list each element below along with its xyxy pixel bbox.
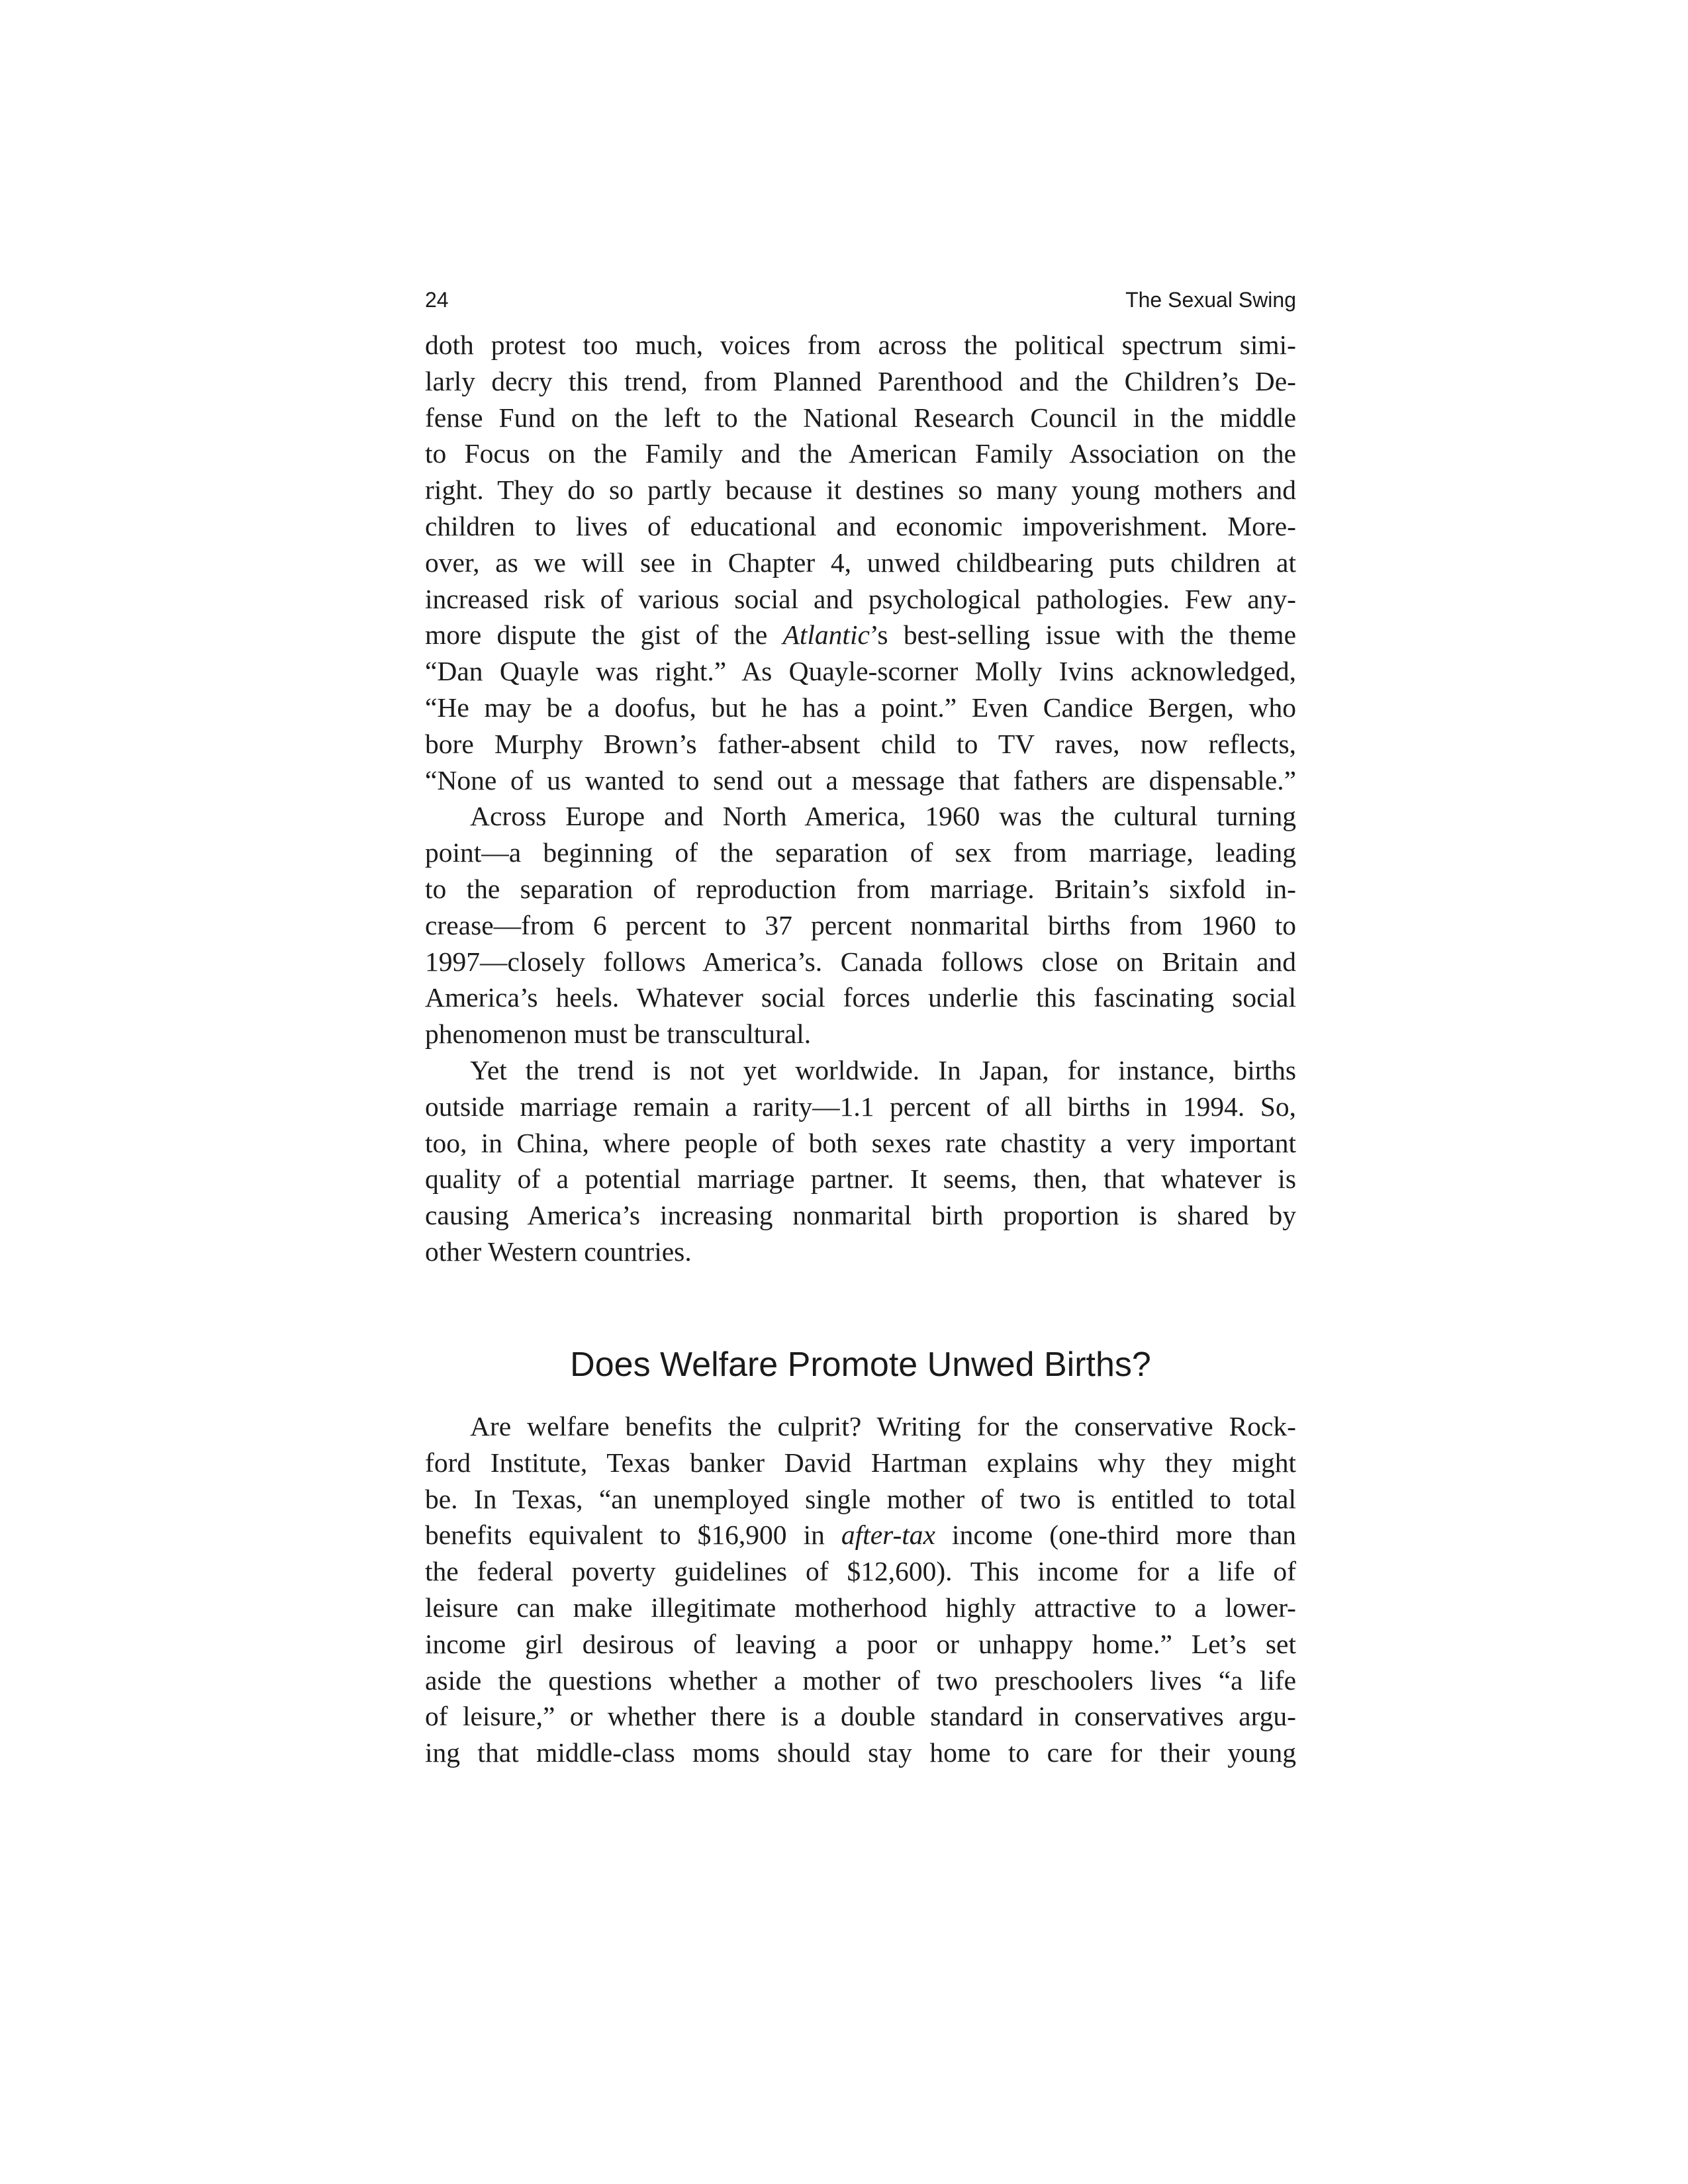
text-line [425, 907, 1296, 944]
text-line [425, 545, 1296, 581]
text-line [425, 1590, 1296, 1626]
text-segment: Yet the trend is not yet worldwide. In Japan, for instance, births [470, 1055, 1296, 1085]
text-segment: larly decry this trend, from Planned Parenthood and the Children’s De- [425, 365, 1296, 396]
text-segment: crease—from 6 percent to 37 percent nonmarital births from 1960 to [425, 909, 1296, 940]
text-segment: causing America’s increasing nonmarital birth proportion is shared by [425, 1200, 1296, 1231]
text-segment: increased risk of various social and psychological pathologies. Few any- [425, 583, 1296, 614]
text-line [425, 472, 1296, 508]
text-segment: ing that middle-class moms should stay home to care for their young [425, 1737, 1296, 1768]
text-line [425, 1553, 1296, 1590]
text-line [425, 1445, 1296, 1481]
text-segment: right. They do so partly because it destines so many young mothers and [425, 475, 1296, 506]
text-line [425, 1234, 1296, 1270]
text-line [425, 1662, 1296, 1699]
text-segment: leisure can make illegitimate motherhood highly attractive to a lower- [425, 1592, 1296, 1623]
text-segment: aside the questions whether a mother of two preschoolers lives “a life [425, 1664, 1296, 1696]
text-segment: ’s best-selling issue with the theme [869, 619, 1296, 651]
text-segment: ford Institute, Texas banker David Hartman explains why they might [425, 1447, 1296, 1478]
text-line [425, 508, 1296, 545]
text-segment: “None of us wanted to send out a message that fathers are dispensable.” [425, 764, 1296, 796]
text-line [425, 1052, 1296, 1089]
text-line [425, 1408, 1296, 1445]
text-segment: other Western countries. [425, 1236, 692, 1267]
text-line [425, 762, 1296, 799]
text-segment: of leisure,” or whether there is a double standard in conservatives argu- [425, 1701, 1296, 1732]
text-segment: “Dan Quayle was right.” As Quayle-scorner Molly Ivins acknowledged, [425, 656, 1296, 687]
text-segment: point—a beginning of the separation of sex from marriage, leading [425, 837, 1296, 868]
italic-text: Atlantic [782, 619, 870, 651]
text-line [425, 581, 1296, 617]
text-line [425, 1197, 1296, 1234]
text-segment: be. In Texas, “an unemployed single mother of two is entitled to total [425, 1483, 1296, 1514]
text-segment: children to lives of educational and economic impoverishment. More- [425, 511, 1296, 541]
text-segment: America’s heels. Whatever social forces underlie this fascinating social [425, 982, 1296, 1013]
text-line [425, 835, 1296, 871]
chapter-title: The Sexual Swing [1125, 288, 1296, 312]
text-line [425, 726, 1296, 762]
text-line [425, 1735, 1296, 1771]
text-segment: the federal poverty guidelines of $12,600). This income for a life of [425, 1556, 1296, 1587]
text-segment: doth protest too much, voices from across the political spectrum simi- [425, 330, 1296, 360]
text-line [425, 653, 1296, 690]
text-segment: quality of a potential marriage partner. It seems, then, that whatever is [425, 1163, 1296, 1195]
text-line [425, 1481, 1296, 1518]
text-segment: 1997—closely follows America’s. Canada follows close on Britain and [425, 946, 1296, 977]
text-segment: bore Murphy Brown’s father-absent child to TV raves, now reflects, [425, 728, 1296, 759]
text-line [425, 798, 1296, 835]
text-line [425, 1016, 1296, 1052]
text-line [425, 1517, 1296, 1553]
text-line [425, 400, 1296, 436]
text-segment: more dispute the gist of the [425, 619, 783, 651]
text-line [425, 363, 1296, 400]
text-segment: outside marriage remain a rarity—1.1 percent of all births in 1994. So, [425, 1091, 1296, 1122]
text-line [425, 435, 1296, 472]
text-segment: to the separation of reproduction from marriage. Britain’s sixfold in- [425, 874, 1296, 904]
text-line [425, 327, 1296, 363]
running-head [425, 283, 1296, 316]
text-line [425, 1125, 1296, 1161]
text-segment: benefits equivalent to $16,900 in [425, 1520, 841, 1551]
text-segment: over, as we will see in Chapter 4, unwed childbearing puts children at [425, 547, 1296, 578]
text-line [425, 1698, 1296, 1735]
text-line [425, 690, 1296, 726]
text-segment: Are welfare benefits the culprit? Writing for the conservative Rock- [470, 1411, 1296, 1441]
page-number: 24 [425, 288, 449, 312]
text-segment: to Focus on the Family and the American Family Association on the [425, 438, 1296, 469]
text-line [425, 617, 1296, 653]
italic-text: after-tax [841, 1520, 935, 1551]
text-segment: fense Fund on the left to the National Research Council in the middle [425, 402, 1296, 433]
text-segment: Across Europe and North America, 1960 was the cultural turning [470, 801, 1296, 832]
text-line [425, 944, 1296, 980]
text-segment: income (one-third more than [935, 1520, 1296, 1551]
text-line [425, 1089, 1296, 1125]
text-segment: phenomenon must be transcultural. [425, 1019, 812, 1050]
text-line [425, 1626, 1296, 1662]
section-heading: Does Welfare Promote Unwed Births? [570, 1345, 1151, 1384]
text-segment: “He may be a doofus, but he has a point.” Even Candice Bergen, who [425, 692, 1296, 723]
text-segment: too, in China, where people of both sexes rate chastity a very important [425, 1127, 1296, 1158]
text-segment: income girl desirous of leaving a poor or unhappy home.” Let’s set [425, 1628, 1296, 1659]
text-line [425, 871, 1296, 907]
text-line [425, 1161, 1296, 1197]
text-line [425, 979, 1296, 1016]
